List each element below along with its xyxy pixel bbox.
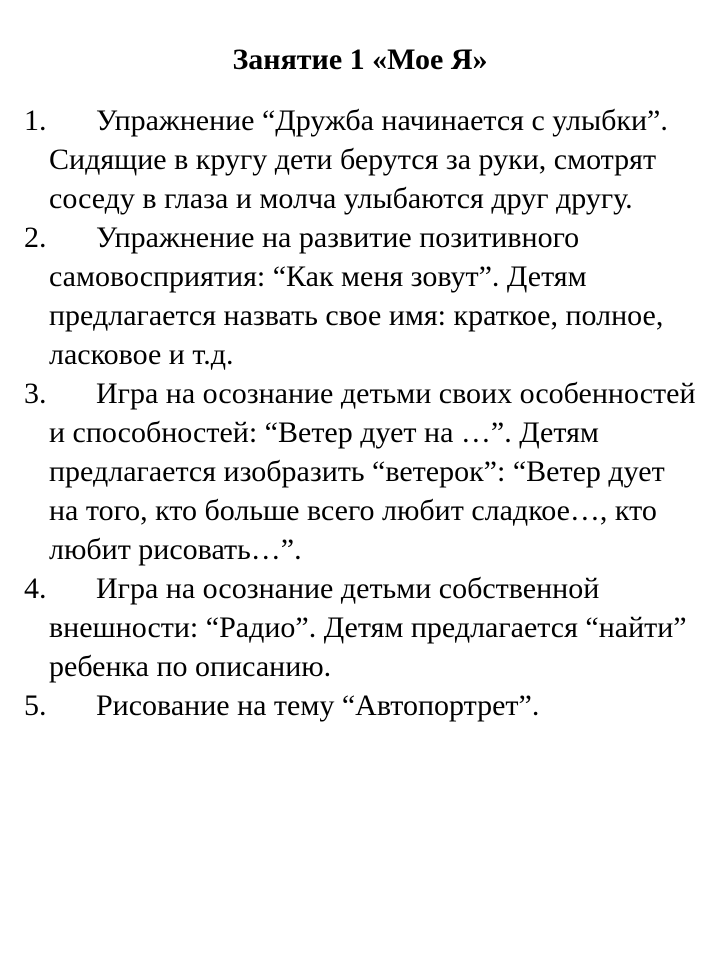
- item-text: Упражнение на развитие позитивного самовосприятия: “Как меня зовут”. Детям предлагается назвать свое имя: краткое, полное, ласковое и т.д.: [49, 221, 664, 371]
- list-item: [0, 374, 720, 569]
- item-text: Упражнение “Дружба начинается с улыбки”. Сидящие в кругу дети берутся за руки, смотрят соседу в глаза и молча улыбаются друг другу.: [49, 104, 668, 215]
- item-number: 1.: [24, 104, 47, 137]
- item-number: 4.: [24, 572, 47, 605]
- list-item: [0, 101, 720, 218]
- item-number: 3.: [24, 377, 47, 410]
- list-item: [0, 569, 720, 686]
- exercise-list: [0, 101, 720, 725]
- item-text: Игра на осознание детьми своих особенностей и способностей: “Ветер дует на …”. Детям предлагается изобразить “ветерок”: “Ветер дует на того, кто больше всего любит сладкое…, кто любит рисовать…”.: [49, 377, 696, 566]
- list-item: [0, 218, 720, 374]
- item-text: Рисование на тему “Автопортрет”.: [96, 689, 540, 722]
- item-number: 5.: [24, 689, 47, 722]
- item-text: Игра на осознание детьми собственной внешности: “Радио”. Детям предлагается “найти” ребенка по описанию.: [49, 572, 687, 683]
- lesson-title: Занятие 1 «Мое Я»: [232, 43, 488, 76]
- item-number: 2.: [24, 221, 47, 254]
- list-item: [0, 686, 720, 725]
